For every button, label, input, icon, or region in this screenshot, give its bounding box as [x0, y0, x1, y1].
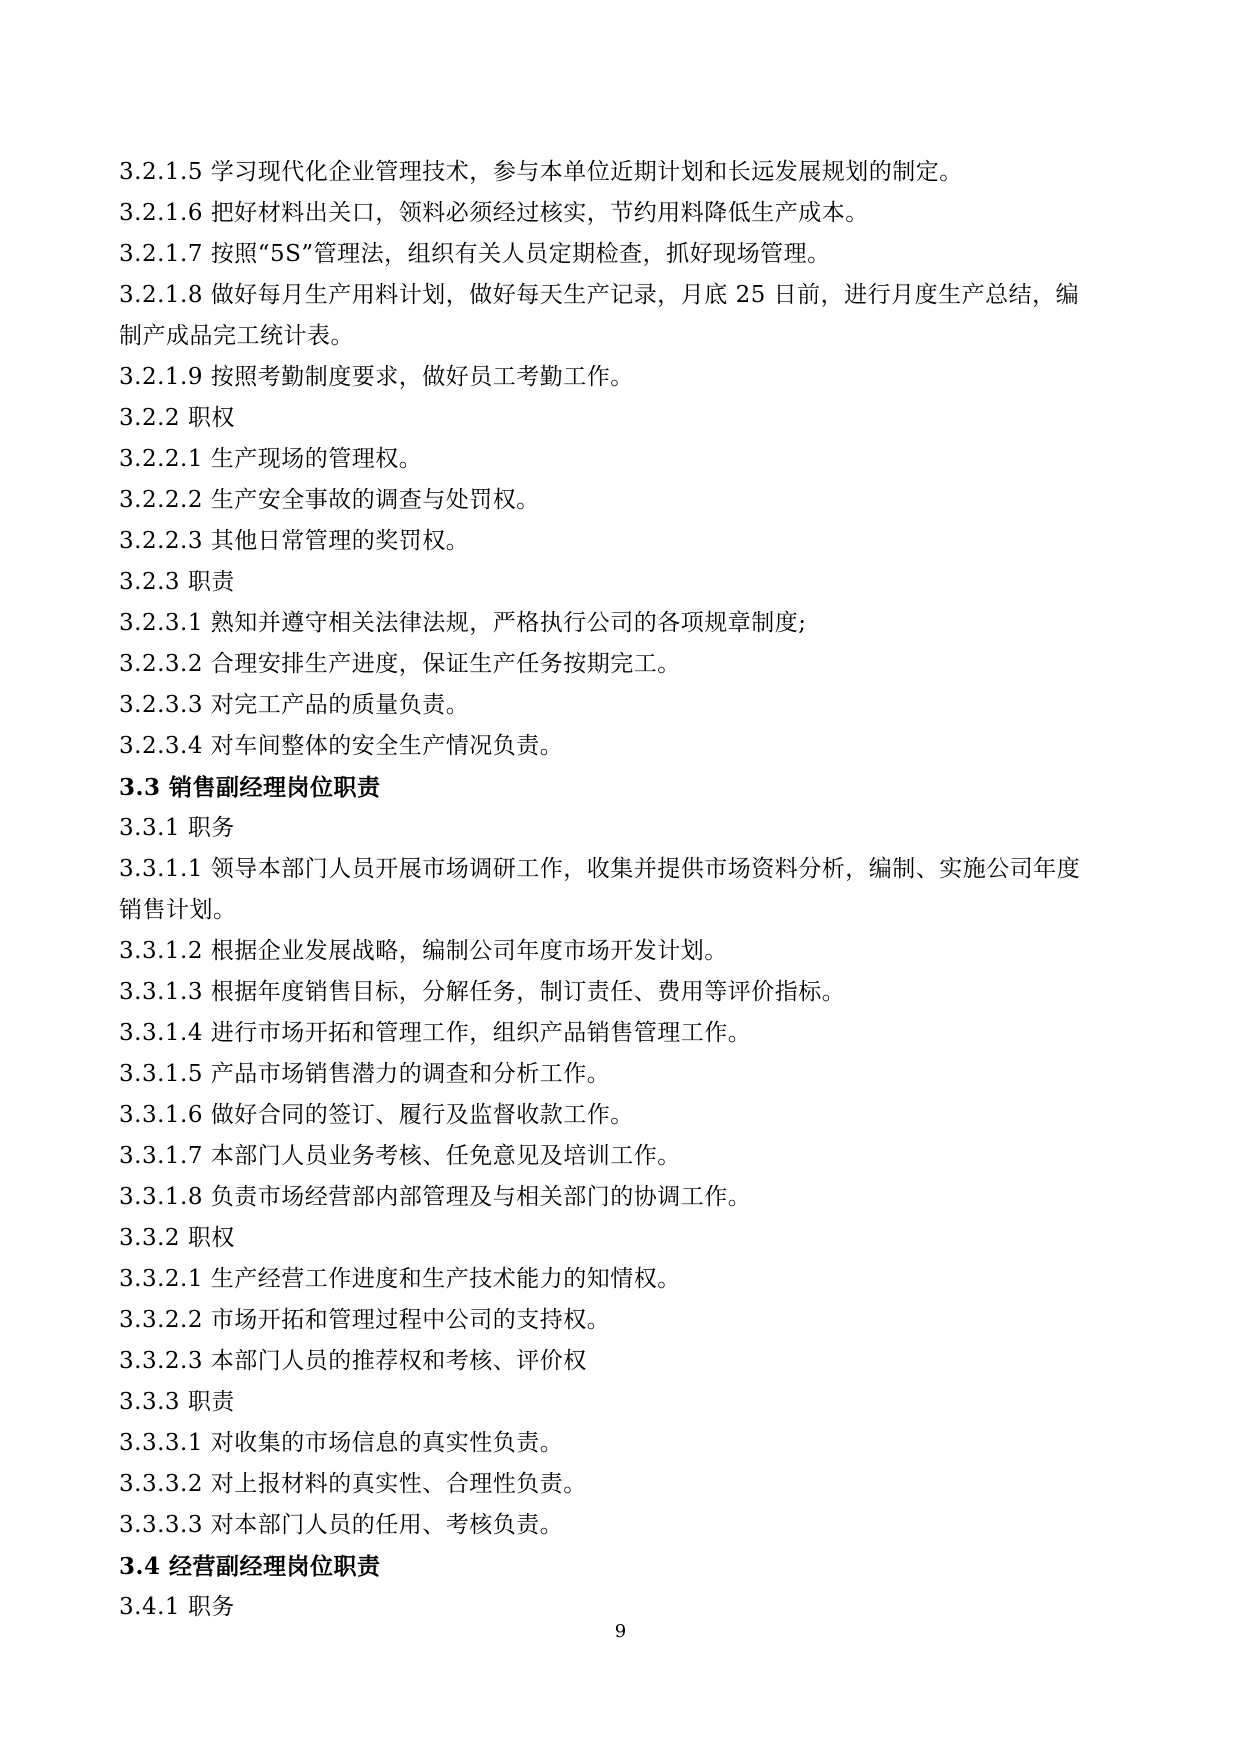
text-line: 3.2.1.5 学习现代化企业管理技术，参与本单位近期计划和长远发展规划的制定。 — [119, 159, 963, 185]
text-line: 3.4.1 职务 — [119, 1594, 235, 1620]
text-line: 3.3.2.3 本部门人员的推荐权和考核、评价权 — [119, 1348, 587, 1374]
text-line: 3.2.1.6 把好材料出关口，领料必须经过核实，节约用料降低生产成本。 — [119, 200, 869, 226]
text-line: 3.3.1.3 根据年度销售目标，分解任务，制订责任、费用等评价指标。 — [119, 979, 846, 1005]
text-line: 销售计划。 — [119, 897, 237, 923]
text-line: 3.2.2.3 其他日常管理的奖罚权。 — [119, 528, 470, 554]
text-line: 3.3.3.3 对本部门人员的任用、考核负责。 — [119, 1512, 564, 1538]
text-line: 3.2.2.1 生产现场的管理权。 — [119, 446, 423, 472]
text-line: 制产成品完工统计表。 — [119, 323, 354, 349]
text-line: 3.3.1.1 领导本部门人员开展市场调研工作，收集并提供市场资料分析，编制、实施公司年度 — [119, 856, 1081, 882]
text-line: 3.3.3.2 对上报材料的真实性、合理性负责。 — [119, 1471, 587, 1497]
text-line: 3.2.1.7 按照“5S”管理法，组织有关人员定期检查，抓好现场管理。 — [119, 241, 831, 267]
text-line: 3.2.3.3 对完工产品的质量负责。 — [119, 692, 470, 718]
text-line: 3.3.3.1 对收集的市场信息的真实性负责。 — [119, 1430, 564, 1456]
text-line: 3.3.1 职务 — [119, 815, 235, 841]
text-line: 3.3.3 职责 — [119, 1389, 235, 1415]
text-line: 3.3.2.1 生产经营工作进度和生产技术能力的知情权。 — [119, 1266, 681, 1292]
text-line: 3.2.2.2 生产安全事故的调查与处罚权。 — [119, 487, 540, 513]
text-line: 3.2.3.1 熟知并遵守相关法律法规，严格执行公司的各项规章制度; — [119, 610, 807, 636]
section-heading: 3.4 经营副经理岗位职责 — [119, 1553, 381, 1580]
text-line: 3.2.3.2 合理安排生产进度，保证生产任务按期完工。 — [119, 651, 681, 677]
text-line: 3.2.2 职权 — [119, 405, 235, 431]
text-line: 3.3.1.7 本部门人员业务考核、任免意见及培训工作。 — [119, 1143, 681, 1169]
text-line: 3.3.1.2 根据企业发展战略，编制公司年度市场开发计划。 — [119, 938, 728, 964]
text-line: 3.3.1.6 做好合同的签订、履行及监督收款工作。 — [119, 1102, 634, 1128]
document-body — [119, 152, 1129, 1628]
text-line: 3.2.3 职责 — [119, 569, 235, 595]
text-line: 3.2.1.9 按照考勤制度要求，做好员工考勤工作。 — [119, 364, 634, 390]
page-number: 9 — [614, 1621, 627, 1642]
text-line: 3.3.1.4 进行市场开拓和管理工作，组织产品销售管理工作。 — [119, 1020, 752, 1046]
text-line: 3.2.3.4 对车间整体的安全生产情况负责。 — [119, 733, 564, 759]
text-line: 3.3.2.2 市场开拓和管理过程中公司的支持权。 — [119, 1307, 611, 1333]
text-line: 3.3.2 职权 — [119, 1225, 235, 1251]
text-line: 3.3.1.5 产品市场销售潜力的调查和分析工作。 — [119, 1061, 611, 1087]
section-heading: 3.3 销售副经理岗位职责 — [119, 774, 381, 801]
text-line: 3.2.1.8 做好每月生产用料计划，做好每天生产记录，月底 25 日前，进行月度生产总结，编 — [119, 282, 1080, 308]
text-line: 3.3.1.8 负责市场经营部内部管理及与相关部门的协调工作。 — [119, 1184, 752, 1210]
